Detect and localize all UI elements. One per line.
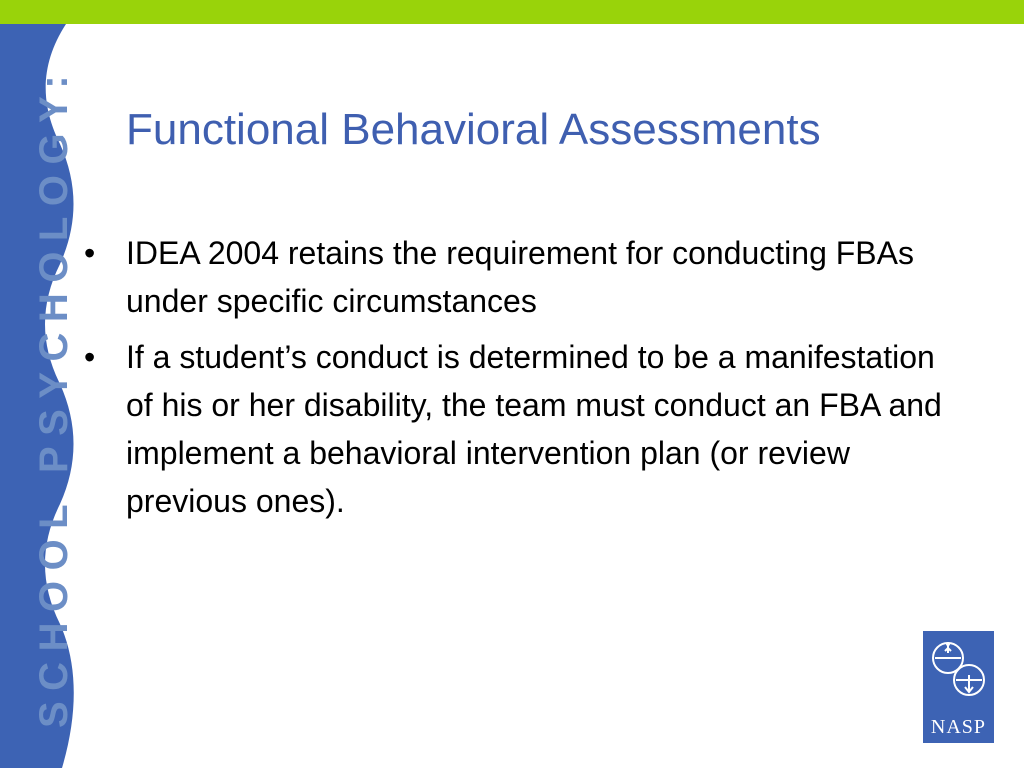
bullet-list [84,229,944,533]
top-accent-bar [0,0,1024,24]
slide-title: Functional Behavioral Assessments [126,105,821,154]
bullet-item [84,333,944,525]
logo-text: NASP [930,716,987,738]
bullet-marker: • [84,339,96,375]
bullet-marker: • [84,235,96,271]
nasp-logo-icon [923,631,994,743]
side-banner-text: SCHOOL PSYCHOLOGY: [32,64,76,728]
bullet-text: If a student’s conduct is determined to be a manifestation of his or her disability, the team must conduct an FBA and implement a behavioral intervention plan (or review previous ones). [126,339,942,519]
bullet-text: IDEA 2004 retains the requirement for conducting FBAs under specific circumstances [126,235,914,319]
bullet-item [84,229,944,325]
